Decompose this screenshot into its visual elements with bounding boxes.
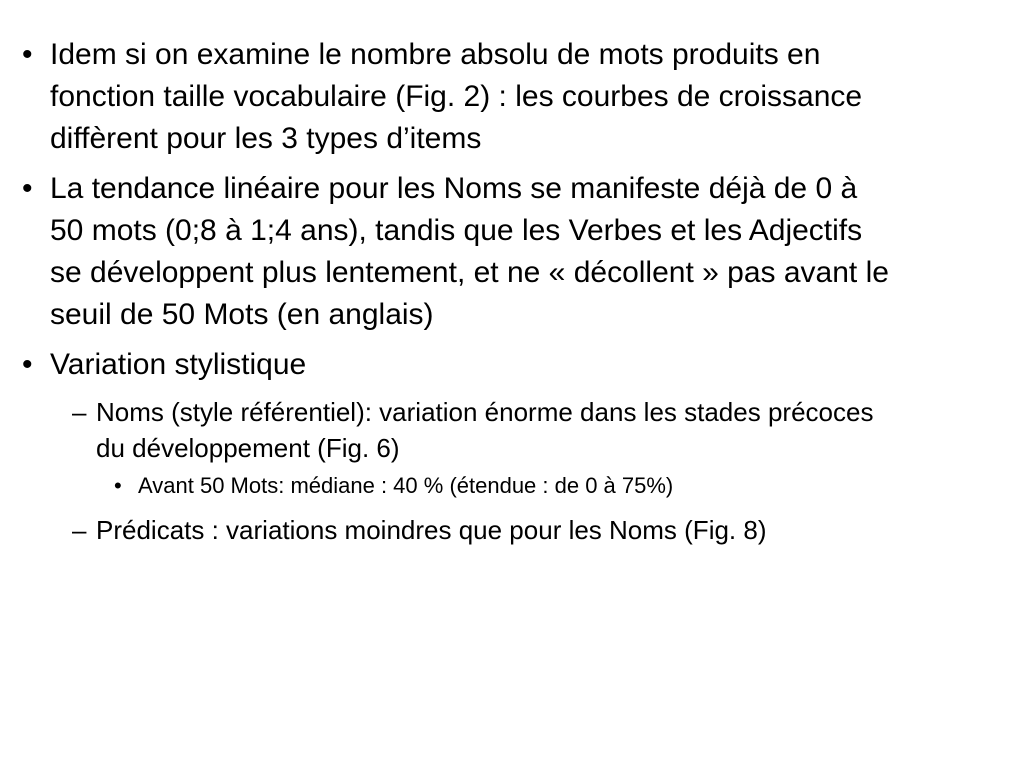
sub-bullet-item-2	[72, 512, 876, 548]
sub-sub-bullet-text: Avant 50 Mots: médiane : 40 % (étendue : de 0 à 75%)	[138, 473, 674, 498]
sub-sub-bullet-marker: •	[114, 473, 122, 498]
sub-bullet-text: Noms (style référentiel): variation énorme dans les stades précoces du développement (Fig. 6)	[96, 397, 874, 463]
sub-sub-bullet-item-1	[112, 470, 902, 502]
bullet-marker: •	[22, 38, 33, 71]
bullet-text: Variation stylistique	[50, 348, 307, 381]
bullet-item-3	[22, 344, 890, 386]
bullet-item-2	[22, 168, 890, 336]
bullet-text: Idem si on examine le nombre absolu de mots produits en fonction taille vocabulaire (Fig. 2) : les courbes de croissance diffèrent pour les 3 types d’items	[50, 38, 863, 155]
bullet-text: La tendance linéaire pour les Noms se manifeste déjà de 0 à 50 mots (0;8 à 1;4 ans), tandis que les Verbes et les Adjectifs se développent plus lentement, et ne « décollent » pas avant le seuil de 50 Mots (en anglais)	[50, 172, 889, 331]
sub-bullet-marker: –	[72, 397, 87, 427]
sub-bullet-marker: –	[72, 515, 87, 545]
sub-bullet-item-1	[72, 394, 876, 466]
bullet-list	[22, 34, 902, 552]
bullet-marker: •	[22, 172, 33, 205]
sub-bullet-text: Prédicats : variations moindres que pour les Noms (Fig. 8)	[96, 515, 767, 545]
bullet-item-1	[22, 34, 890, 160]
bullet-marker: •	[22, 348, 33, 381]
